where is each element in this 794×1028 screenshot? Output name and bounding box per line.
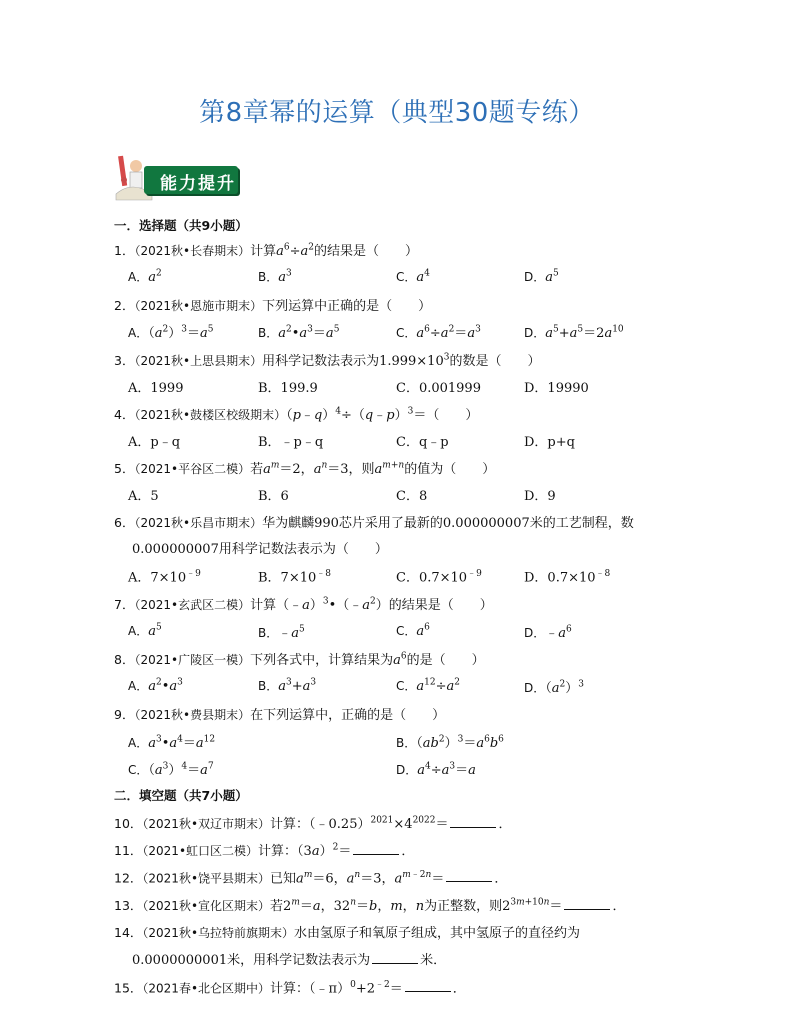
q1-option-a: A．$a^2$ [128, 268, 162, 285]
q8-option-c: C．$a^{12}\div a^2$ [396, 677, 461, 694]
q5-option-c: C．8 [396, 489, 428, 504]
section-choice: 一．选择题（共9小题） [114, 218, 248, 233]
q9-option-d: D．$a^4\div a^3=a$ [396, 761, 476, 778]
question-6-line2: 0.000000007用科学记数法表示为（ ） [132, 542, 388, 557]
q3-option-d: D．19990 [524, 381, 589, 396]
question-12: 12．（2021秋•饶平县期末）已知$a^m=6$，$a^n=3$，$a^{m﹣2n}=$ ． [114, 870, 508, 887]
answer-blank[interactable] [564, 899, 610, 910]
answer-blank[interactable] [446, 871, 492, 882]
q9-option-c: C．$(a^3)^4=a^7$ [128, 761, 214, 778]
q4-option-c: C．q﹣p [396, 435, 449, 450]
q6-option-d: D．$0.7\times 10^{﹣8}$ [524, 569, 611, 586]
badge-bar [144, 166, 238, 194]
question-15: 15．（2021春•北仑区期中）计算：$(﹣\pi)^0+2^{﹣2}=$ ． [114, 980, 466, 997]
badge-label: 能力提升 [160, 174, 236, 194]
q7-option-a: A．$a^5$ [128, 622, 162, 639]
q8-option-d: D．$(a^2)^3$ [524, 679, 585, 696]
q1-option-b: B．$a^3$ [258, 268, 292, 285]
question-2: 2．（2021秋•恩施市期末）下列运算中正确的是（ ） [114, 298, 432, 314]
answer-blank[interactable] [450, 817, 496, 828]
answer-blank[interactable] [353, 844, 399, 855]
question-7: 7．（2021•玄武区二模）计算$(﹣a)^3•(﹣a^2)$的结果是（ ） [114, 596, 493, 613]
question-14: 14．（2021秋•乌拉特前旗期末）水由氢原子和氧原子组成，其中氢原子的直径约为 [114, 925, 581, 941]
q2-option-a: A．$(a^2)^3=a^5$ [128, 324, 214, 341]
q6-option-c: C．$0.7\times 10^{﹣9}$ [396, 569, 482, 586]
q3-option-b: B．199.9 [258, 381, 318, 396]
q2-option-b: B．$a^2•a^3=a^5$ [258, 324, 340, 341]
question-4: 4．（2021秋•鼓楼区校级期末）（p﹣q）$^4$÷（q﹣p）$^3$＝（ ） [114, 406, 479, 423]
q4-option-a: A．p﹣q [128, 435, 181, 450]
q7-option-c: C．$a^6$ [396, 622, 430, 639]
q3-option-a: A．1999 [128, 381, 184, 396]
answer-blank[interactable] [372, 953, 418, 964]
question-10: 10．（2021秋•双辽市期末）计算：$(﹣0.25)^{2021}\times 4^{2022}=$ ． [114, 815, 512, 832]
q2-option-d: D．$a^5+a^5=2a^{10}$ [524, 324, 624, 341]
q8-option-b: B．$a^3+a^3$ [258, 677, 317, 694]
question-11: 11．（2021•虹口区二模）计算：$(3a)^2=$ ． [114, 842, 415, 859]
question-3: 3．（2021秋•上思县期末）用科学记数法表示为$1.999\times 10^3$的数是（ ） [114, 352, 541, 369]
section-badge [112, 150, 240, 202]
q6-option-a: A．$7\times 10^{﹣9}$ [128, 569, 201, 586]
q4-option-b: B．﹣p﹣q [258, 435, 324, 450]
q5-option-d: D．9 [524, 489, 556, 504]
question-14-line2: 0.0000000001米，用科学记数法表示为 米． [132, 953, 447, 968]
question-6: 6．（2021秋•乐昌市期末）华为麒麟990芯片采用了最新的0.000000007米的工艺制程，数 [114, 515, 634, 531]
page-title: 第8章幂的运算（典型30题专练） [199, 98, 595, 128]
q9-option-b: B．$(ab^2)^3=a^6b^6$ [396, 734, 504, 751]
q5-option-a: A．5 [128, 489, 159, 504]
q1-option-c: C．$a^4$ [396, 268, 430, 285]
question-9: 9．（2021秋•费县期末）在下列运算中，正确的是（ ） [114, 707, 446, 723]
q1-option-d: D．$a^5$ [524, 268, 559, 285]
question-1: 1．（2021秋•长春期末）计算$a^6\div a^2$的结果是（ ） [114, 242, 419, 259]
question-8: 8．（2021•广陵区一模）下列各式中，计算结果为$a^6$的是（ ） [114, 651, 485, 668]
q7-option-d: D．$﹣a^6$ [524, 624, 572, 641]
q5-option-b: B．6 [258, 489, 289, 504]
q9-option-a: A．$a^3•a^4=a^{12}$ [128, 734, 216, 751]
q8-option-a: A．$a^2•a^3$ [128, 677, 183, 694]
q3-option-c: C．0.001999 [396, 381, 481, 396]
q7-option-b: B．$﹣a^5$ [258, 624, 305, 641]
q4-option-d: D．p+q [524, 435, 575, 450]
q2-option-c: C．$a^6\div a^2=a^3$ [396, 324, 481, 341]
answer-blank[interactable] [405, 981, 451, 992]
q6-option-b: B．$7\times 10^{﹣8}$ [258, 569, 331, 586]
question-5: 5．（2021•平谷区二模）若$a^m=2$，$a^n=3$，则$a^{m+n}$的值为（ ） [114, 460, 496, 477]
section-fill: 二．填空题（共7小题） [114, 788, 248, 803]
question-13: 13．（2021秋•宣化区期末）若$2^m=a$，$32^n=b$，m，n为正整数，则$2^{3m+10n}=$ ． [114, 897, 626, 914]
